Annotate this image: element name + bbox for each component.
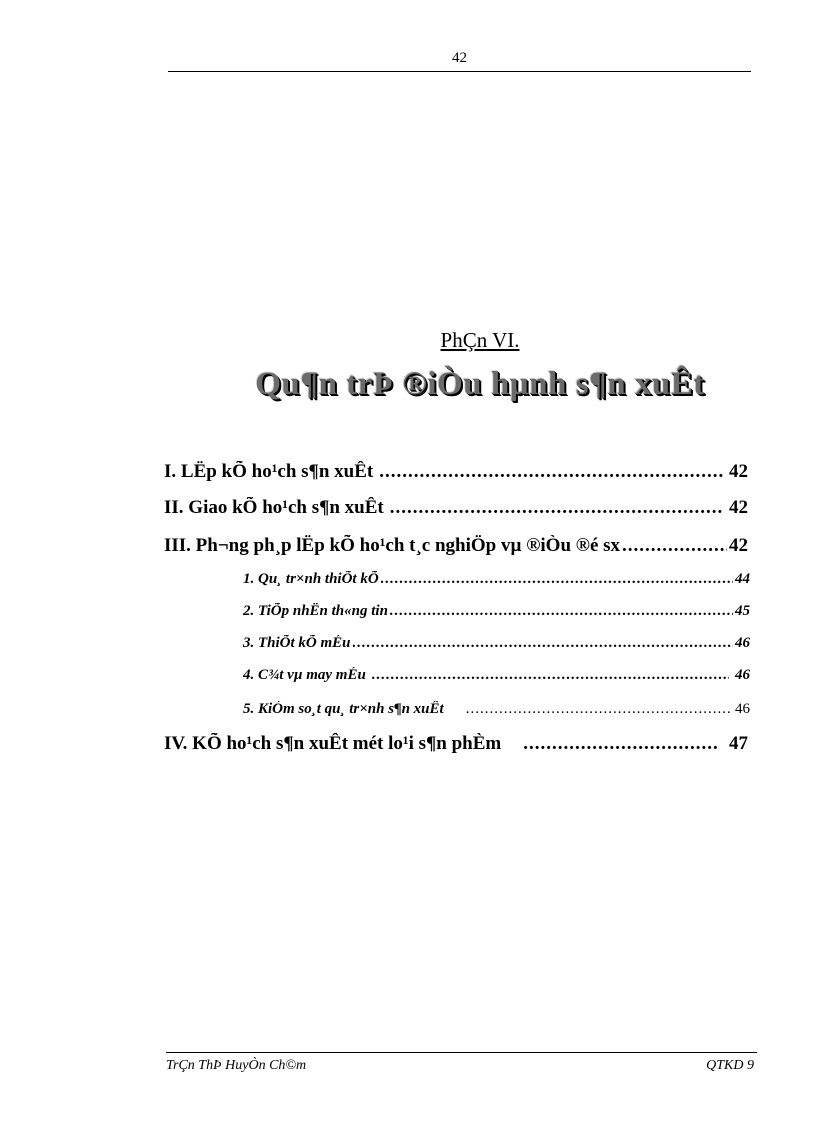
toc-leader-dots (390, 603, 733, 620)
toc-entry-title: II. Giao kÕ ho¹ch s¶n xuÊt (164, 497, 384, 518)
toc-leader-dots (390, 497, 723, 519)
chapter-title: Qu¶n trÞ ®iÒu hµnh s¶n xuÊt (255, 366, 705, 402)
toc-subentry-1[interactable] (243, 571, 750, 588)
toc-entry-page: 42 (729, 461, 748, 482)
toc-subentry-2[interactable] (243, 603, 750, 620)
toc-leader-dots (381, 571, 733, 588)
toc-entry-page: 45 (735, 603, 750, 619)
footer-rule (166, 1052, 757, 1053)
toc-entry-title: 2. TiÕp nhËn th«ng tin (243, 603, 388, 619)
toc-entry-page: 42 (729, 535, 748, 556)
toc-entry-title: III. Ph¬ng ph¸p lËp kÕ ho¹ch t¸c nghiÖp vµ ®iÒu ®é sx (164, 535, 621, 556)
toc-entry-page: 46 (735, 701, 750, 717)
toc-entry-page: 46 (735, 635, 750, 651)
toc-entry-page: 47 (729, 733, 748, 754)
toc-entry-title: 4. C¾t vµ may mÉu (243, 667, 366, 683)
toc-entry-title: 1. Qu¸ tr×nh thiÕt kÕ (243, 571, 379, 587)
page-number: 42 (452, 50, 467, 66)
toc-entry-1[interactable] (164, 461, 748, 483)
toc-leader-dots (622, 535, 727, 557)
toc-entry-title: 3. ThiÕt kÕ mÉu (243, 635, 351, 651)
toc-entry-4[interactable] (164, 733, 748, 755)
part-label: PhÇn VI. (440, 328, 520, 352)
toc-entry-title: I. LËp kÕ ho¹ch s¶n xuÊt (164, 461, 374, 482)
toc-leader-dots (353, 635, 733, 652)
toc-leader-dots (379, 461, 723, 483)
toc-leader-dots (372, 667, 729, 684)
toc-leader-dots (466, 701, 731, 718)
toc-entry-title: 5. KiÓm so¸t qu¸ tr×nh s¶n xuÊt (243, 701, 444, 717)
toc-entry-title: IV. KÕ ho¹ch s¶n xuÊt mét lo¹i s¶n phÈm (164, 733, 502, 754)
footer-code: QTKD 9 (706, 1058, 754, 1073)
toc-subentry-3[interactable] (243, 635, 750, 652)
toc-entry-2[interactable] (164, 497, 748, 519)
footer-author: TrÇn ThÞ HuyÒn Ch©m (166, 1058, 307, 1073)
toc-subentry-4[interactable] (243, 667, 750, 684)
toc-entry-page: 44 (735, 571, 750, 587)
toc-entry-3[interactable] (164, 535, 748, 557)
toc-subentry-5[interactable] (243, 701, 750, 718)
toc-leader-dots (523, 733, 719, 755)
toc-entry-page: 42 (729, 497, 748, 518)
toc-entry-page: 46 (735, 667, 750, 683)
